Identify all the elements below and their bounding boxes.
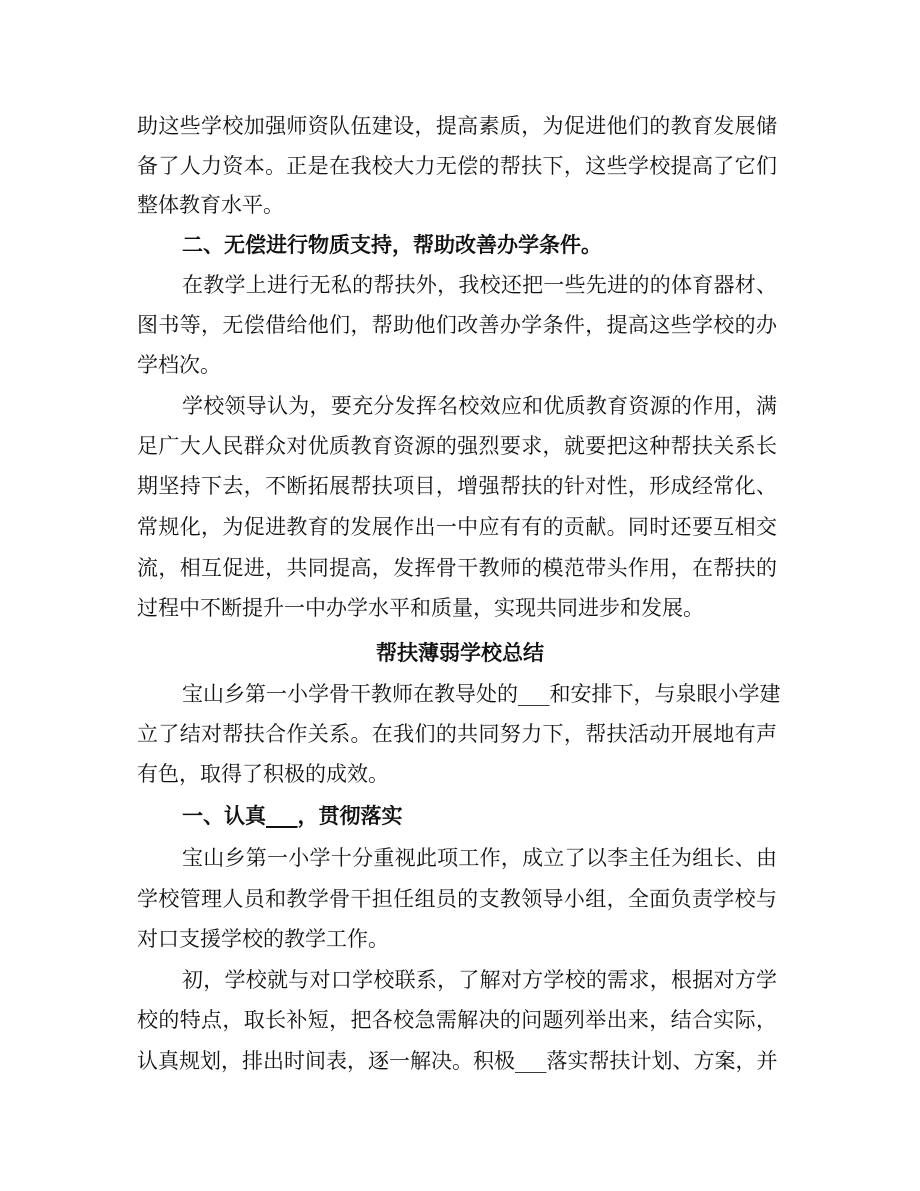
paragraph-line: 备了人力资本。正是在我校大力无偿的帮扶下，这些学校提高了它们: [137, 154, 777, 178]
paragraph-line: 宝山乡第一小学骨干教师在教导处的___和安排下，与泉眼小学建: [182, 682, 781, 706]
paragraph-line: 图书等，无偿借给他们，帮助他们改善办学条件，提高这些学校的办: [137, 313, 777, 337]
section-heading: 一、认真___，贯彻落实: [182, 804, 403, 828]
paragraph-line: 学校管理人员和教学骨干担任组员的支教领导小组，全面负责学校与: [137, 887, 777, 911]
paragraph-line: 宝山乡第一小学十分重视此项工作，成立了以李主任为组长、由: [182, 846, 777, 870]
paragraph-line: 认真规划，排出时间表，逐一解决。积极___落实帮扶计划、方案，并: [137, 1049, 778, 1073]
paragraph-line: 过程中不断提升一中办学水平和质量，实现共同进步和发展。: [137, 596, 704, 620]
paragraph-line: 校的特点，取长补短，把各校急需解决的问题列举出来，结合实际，: [137, 1008, 777, 1032]
paragraph-line: 在教学上进行无私的帮扶外，我校还把一些先进的的体育器材、: [182, 273, 777, 297]
paragraph-line: 足广大人民群众对优质教育资源的强烈要求，就要把这种帮扶关系长: [137, 434, 777, 458]
paragraph-line: 常规化，为促进教育的发展作出一中应有有的贡献。同时还要互相交: [137, 515, 777, 539]
paragraph-line: 有色，取得了积极的成效。: [137, 762, 389, 786]
document-title: 帮扶薄弱学校总结: [376, 641, 544, 665]
paragraph-line: 对口支援学校的教学工作。: [137, 927, 389, 951]
section-heading: 二、无偿进行物质支持，帮助改善办学条件。: [182, 233, 602, 257]
paragraph-line: 整体教育水平。: [137, 193, 284, 217]
paragraph-line: 助这些学校加强师资队伍建设，提高素质，为促进他们的教育发展储: [137, 114, 777, 138]
paragraph-line: 期坚持下去，不断拓展帮扶项目，增强帮扶的针对性，形成经常化、: [137, 474, 777, 498]
paragraph-line: 立了结对帮扶合作关系。在我们的共同努力下，帮扶活动开展地有声: [137, 722, 777, 746]
paragraph-line: 学档次。: [137, 353, 221, 377]
paragraph-line: 初，学校就与对口学校联系，了解对方学校的需求，根据对方学: [182, 968, 777, 992]
paragraph-line: 学校领导认为，要充分发挥名校效应和优质教育资源的作用，满: [182, 394, 777, 418]
paragraph-line: 流，相互促进，共同提高，发挥骨干教师的模范带头作用，在帮扶的: [137, 556, 777, 580]
